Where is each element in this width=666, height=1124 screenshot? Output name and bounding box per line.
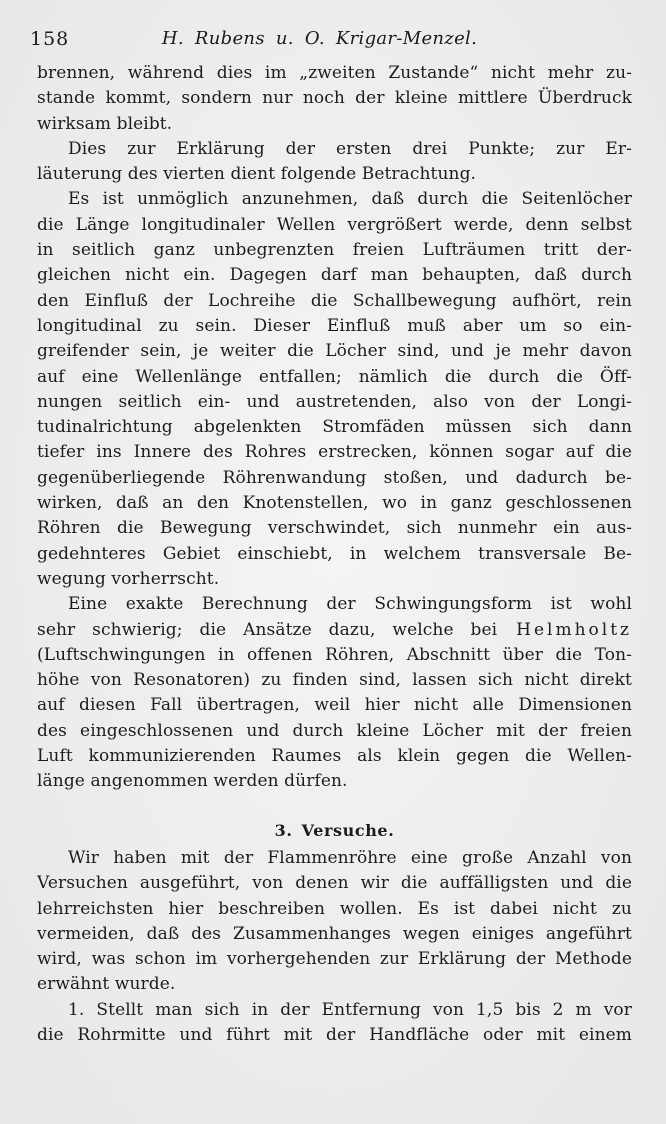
text-line: wird, was schon im vorhergehenden zur Erklärung der Methode bbox=[37, 949, 632, 970]
page-header bbox=[30, 27, 632, 51]
text-line: gedehnteres Gebiet einschiebt, in welchem transversale Be- bbox=[37, 543, 632, 564]
text-line: (Luftschwingungen in offenen Röhren, Abschnitt über die Ton- bbox=[37, 644, 632, 665]
text-line: Dies zur Erklärung der ersten drei Punkte; zur Er- bbox=[68, 138, 632, 159]
text-line: Röhren die Bewegung verschwindet, sich nunmehr ein aus- bbox=[37, 518, 632, 539]
text-line: gleichen nicht ein. Dagegen darf man behaupten, daß durch bbox=[37, 265, 632, 286]
text-line: tudinalrichtung abgelenkten Stromfäden müssen sich dann bbox=[37, 417, 632, 438]
text-block bbox=[37, 61, 632, 1048]
text-line: stande kommt, sondern nur noch der kleine mittlere Überdruck bbox=[37, 88, 632, 109]
text-line: lehrreichsten hier beschreiben wollen. Es ist dabei nicht zu bbox=[37, 898, 632, 919]
text-line: Wir haben mit der Flammenröhre eine große Anzahl von bbox=[68, 847, 632, 868]
text-line: in seitlich ganz unbegrenzten freien Lufträumen tritt der- bbox=[37, 240, 632, 261]
text-line: longitudinal zu sein. Dieser Einfluß muß aber um so ein- bbox=[37, 315, 632, 336]
text-line: Es ist unmöglich anzunehmen, daß durch die Seitenlöcher bbox=[68, 189, 632, 210]
text-line: Luft kommunizierenden Raumes als klein gegen die Wellen- bbox=[37, 746, 632, 767]
text-line: Versuchen ausgeführt, von denen wir die auffälligsten und die bbox=[37, 873, 632, 894]
text-line: sehr schwierig; die Ansätze dazu, welche bei Helmholtz bbox=[37, 619, 632, 640]
page-number: 158 bbox=[30, 28, 70, 50]
section-heading: 3. Versuche. bbox=[274, 820, 395, 840]
text-line: tiefer ins Innere des Rohres erstrecken, können sogar auf die bbox=[37, 442, 632, 463]
text-line: greifender sein, je weiter die Löcher sind, und je mehr davon bbox=[37, 341, 632, 362]
text-line: vermeiden, daß des Zusammenhanges wegen einiges angeführt bbox=[37, 923, 632, 944]
text-line: auf diesen Fall übertragen, weil hier nicht alle Dimensionen bbox=[37, 695, 632, 716]
text-line: länge angenommen werden dürfen. bbox=[37, 771, 348, 792]
text-line: die Länge longitudinaler Wellen vergrößert werde, denn selbst bbox=[37, 214, 632, 235]
text-line: erwähnt wurde. bbox=[37, 974, 176, 995]
text-line: des eingeschlossenen und durch kleine Löcher mit der freien bbox=[37, 720, 632, 741]
text-line: nungen seitlich ein- und austretenden, also von der Longi- bbox=[37, 391, 632, 412]
text-line: brennen, während dies im „zweiten Zustande“ nicht mehr zu- bbox=[37, 63, 632, 83]
text-line: wirken, daß an den Knotenstellen, wo in ganz geschlossenen bbox=[37, 493, 632, 514]
letterspaced-name: Helmholtz bbox=[516, 619, 632, 640]
text-line: die Rohrmitte und führt mit der Handfläche oder mit einem bbox=[37, 1024, 632, 1045]
text-line: Eine exakte Berechnung der Schwingungsform ist wohl bbox=[68, 594, 632, 615]
text-line: wirksam bleibt. bbox=[37, 113, 173, 134]
text-line: auf eine Wellenlänge entfallen; nämlich die durch die Öff- bbox=[37, 366, 632, 387]
text-line: höhe von Resonatoren) zu finden sind, lassen sich nicht direkt bbox=[37, 670, 632, 691]
text-line: läuterung des vierten dient folgende Betrachtung. bbox=[37, 164, 477, 185]
text-line: wegung vorherrscht. bbox=[37, 568, 220, 589]
text-line: 1. Stellt man sich in der Entfernung von 1,5 bis 2 m vor bbox=[68, 999, 632, 1020]
running-head-authors: H. Rubens u. O. Krigar-Menzel. bbox=[161, 28, 478, 49]
text-line: gegenüberliegende Röhrenwandung stoßen, und dadurch be- bbox=[37, 467, 632, 488]
text-line: den Einfluß der Lochreihe die Schallbewegung aufhört, rein bbox=[37, 290, 632, 311]
